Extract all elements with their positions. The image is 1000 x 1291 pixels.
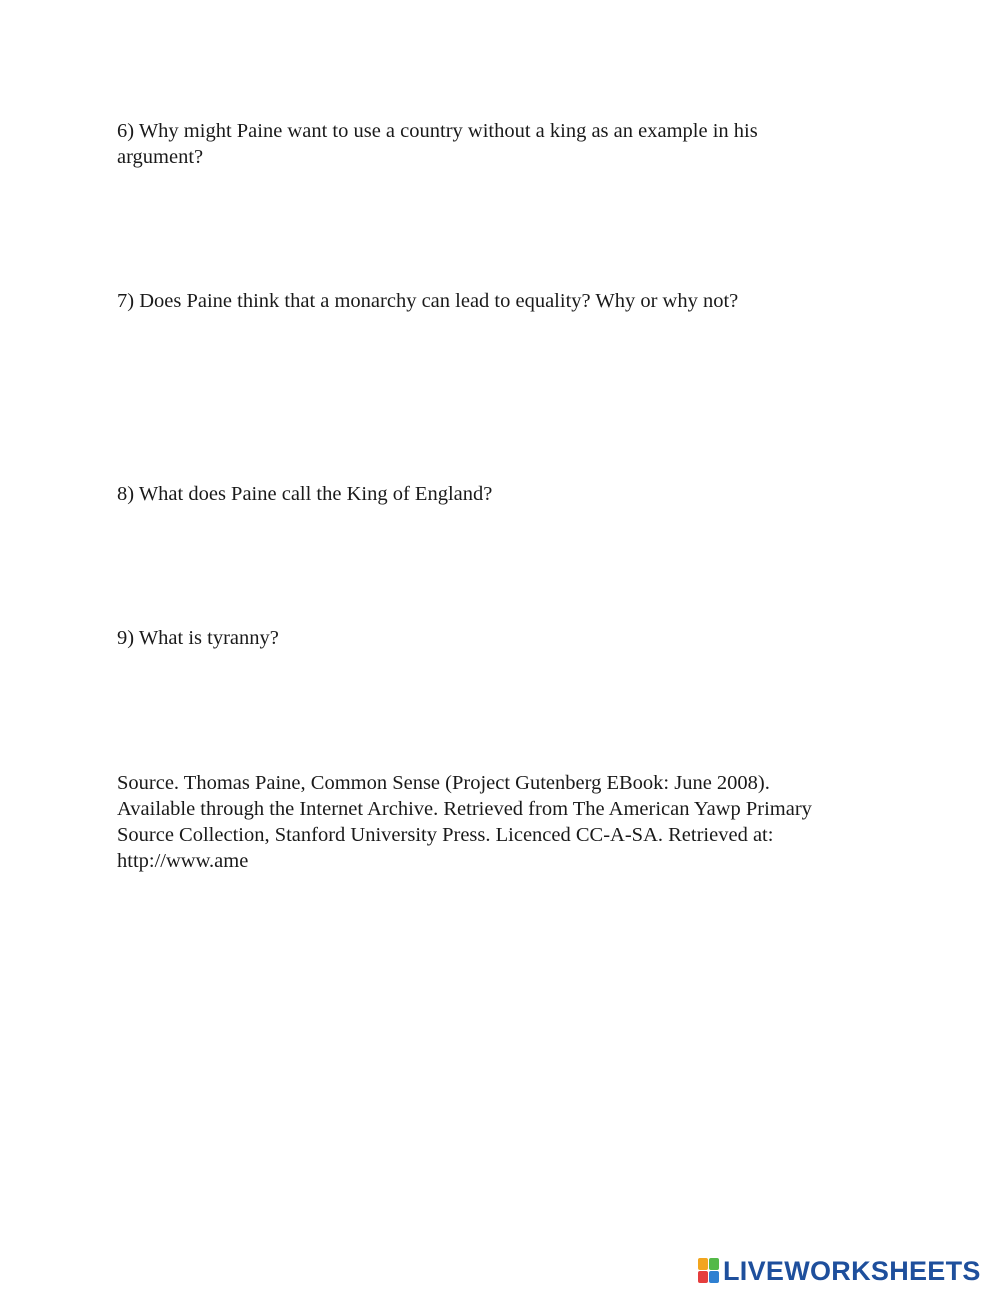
question-6-line-1: 6) Why might Paine want to use a country without a king as an example in his — [117, 120, 758, 142]
question-6 — [117, 118, 887, 170]
source-line-4: http://www.ame — [117, 850, 249, 872]
question-9 — [117, 625, 887, 651]
question-6-line-2: argument? — [117, 146, 204, 168]
source-line-2: Available through the Internet Archive. Retrieved from The American Yawp Primary — [117, 798, 812, 820]
liveworksheets-icon — [698, 1258, 720, 1284]
question-7 — [117, 288, 887, 314]
question-8 — [117, 481, 887, 507]
logo-wordmark: LIVEWORKSHEETS — [723, 1256, 981, 1286]
question-7-line-1: 7) Does Paine think that a monarchy can lead to equality? Why or why not? — [117, 290, 739, 312]
source-citation — [117, 770, 887, 874]
liveworksheets-logo — [698, 1256, 981, 1286]
source-line-1: Source. Thomas Paine, Common Sense (Project Gutenberg EBook: June 2008). — [117, 772, 770, 794]
question-8-line-1: 8) What does Paine call the King of England? — [117, 483, 493, 505]
question-9-line-1: 9) What is tyranny? — [117, 627, 279, 649]
source-line-3: Source Collection, Stanford University Press. Licenced CC-A-SA. Retrieved at: — [117, 824, 774, 846]
